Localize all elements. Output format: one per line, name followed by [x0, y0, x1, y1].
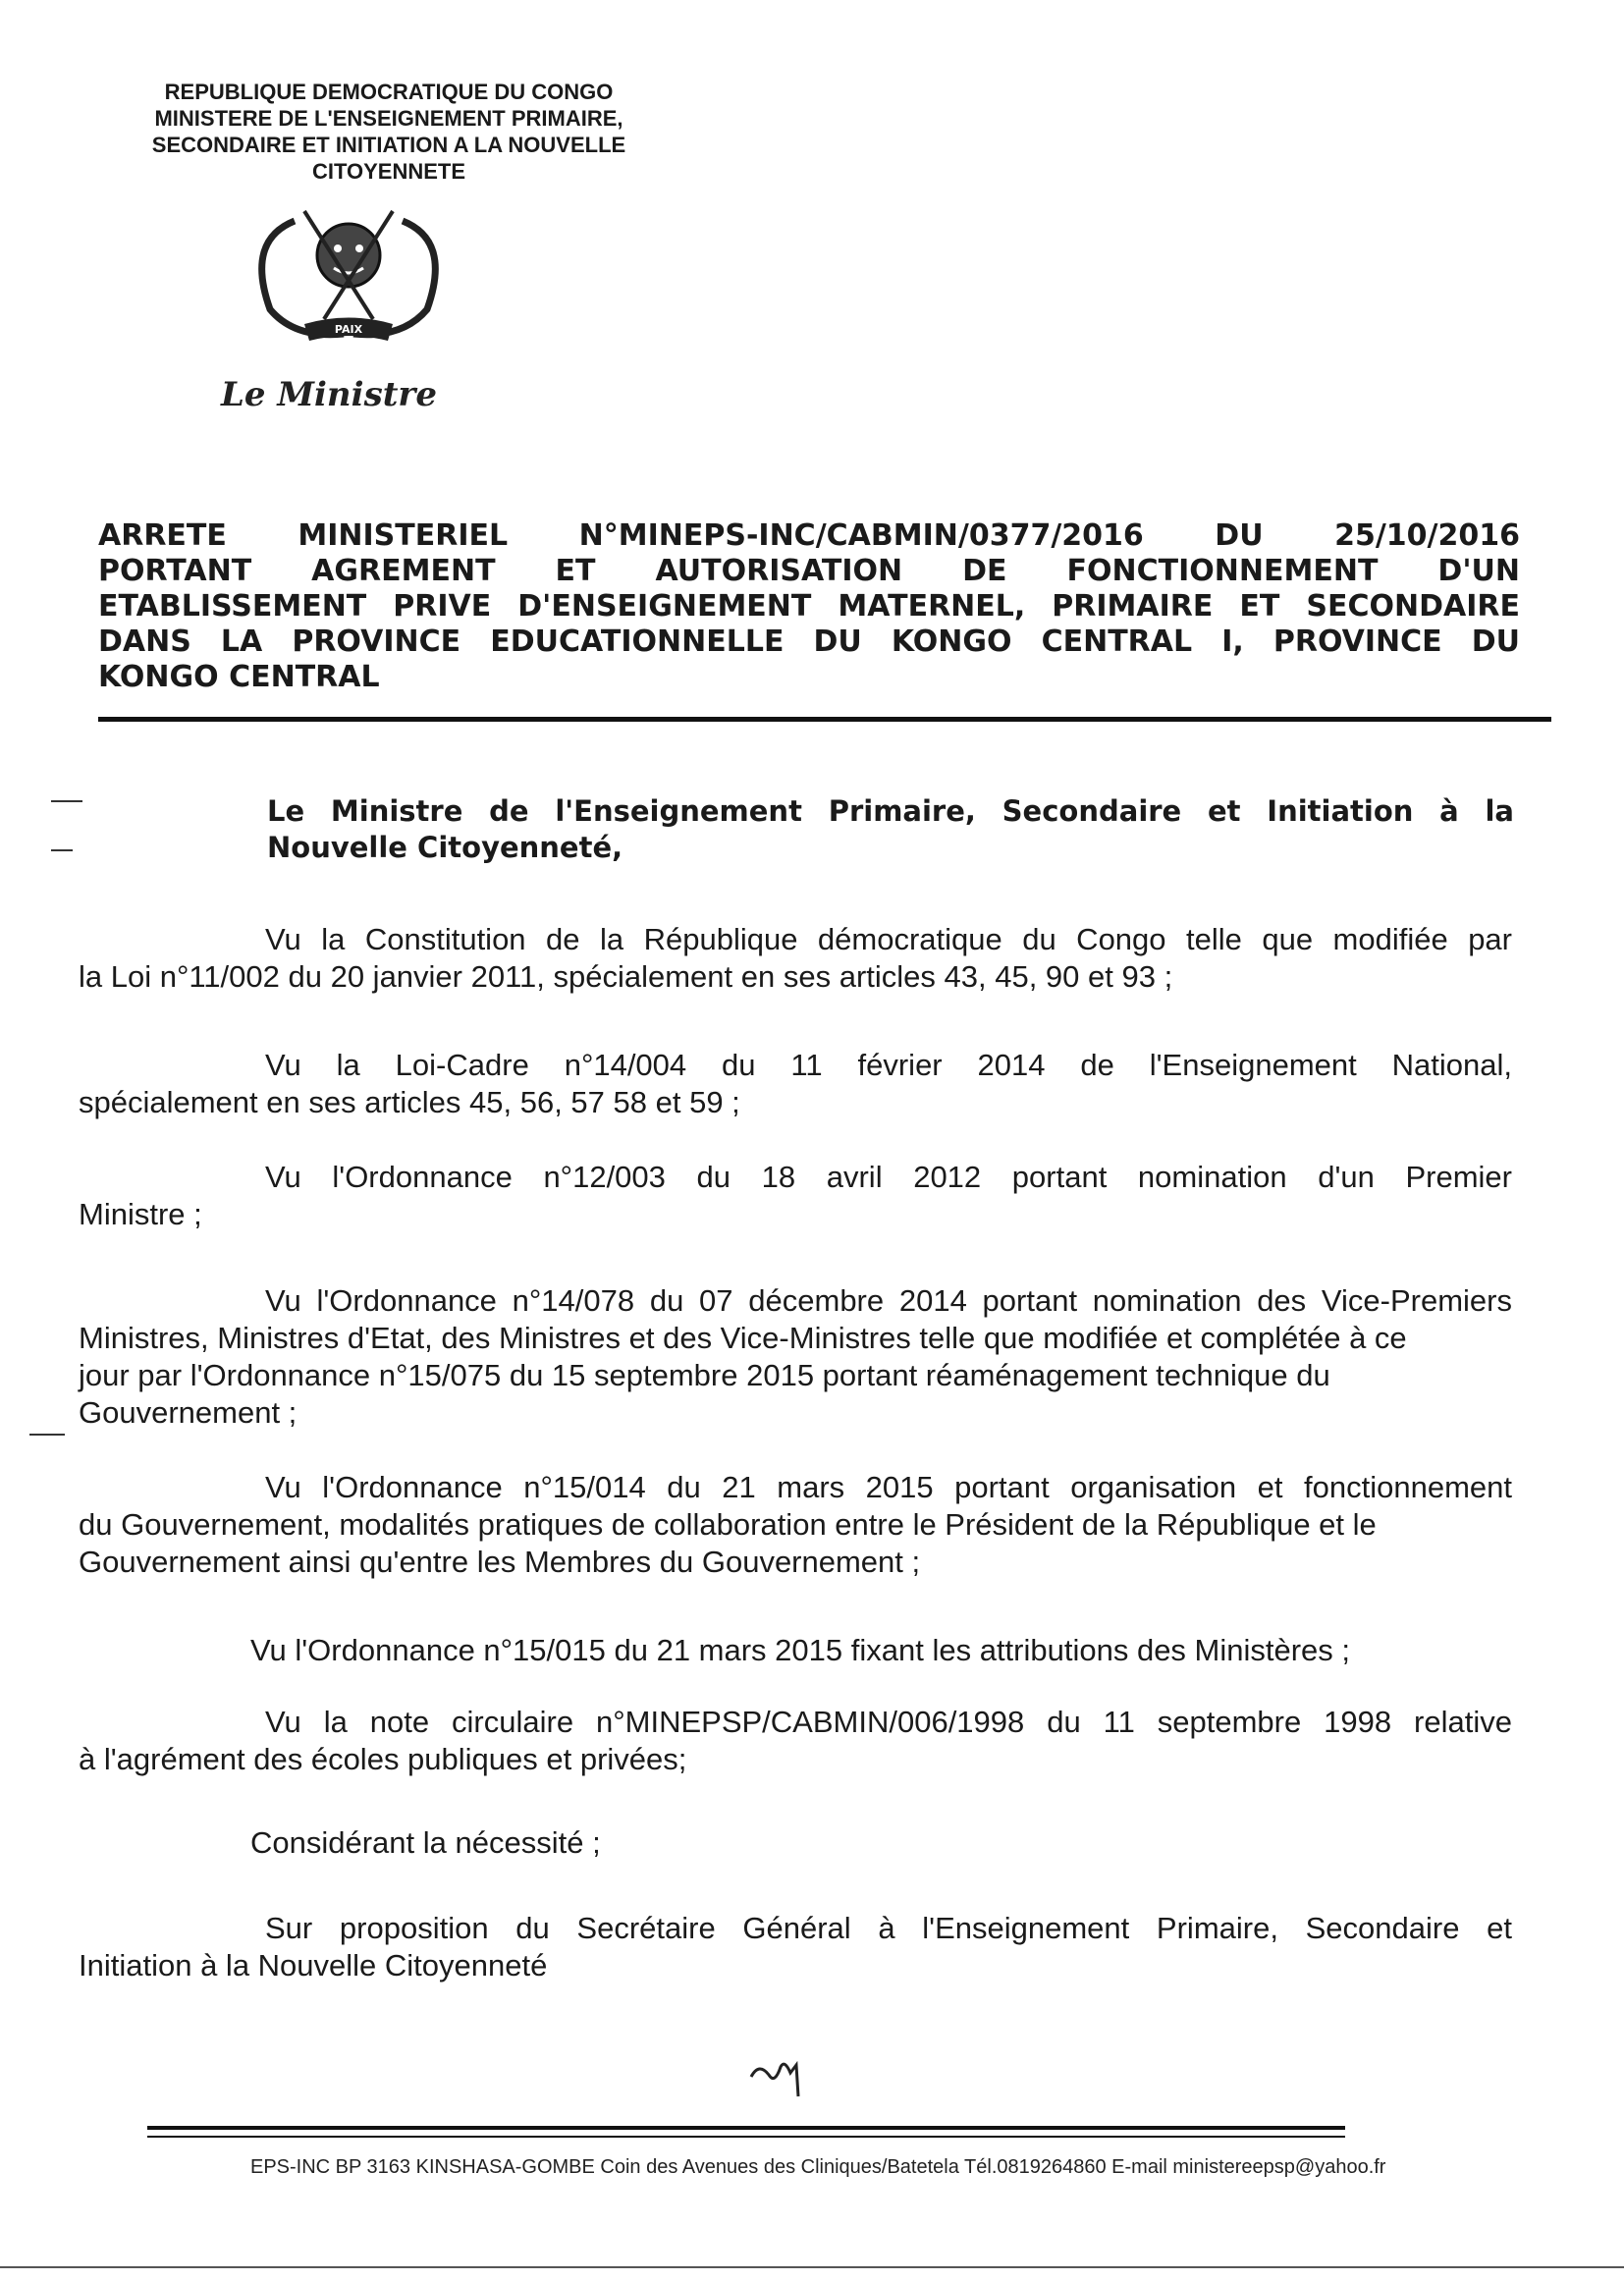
paragraph-line: du Gouvernement, modalités pratiques de collaboration entre le Président de la République et le	[79, 1507, 1377, 1542]
paragraph-line: Initiation à la Nouvelle Citoyenneté	[79, 1948, 548, 1982]
footer-divider-thin	[147, 2136, 1345, 2138]
considerant-note-circulaire	[79, 1704, 1512, 1778]
margin-mark	[51, 800, 82, 802]
paragraph-line: Gouvernement ;	[79, 1395, 298, 1430]
header-line-citizenship: CITOYENNETE	[311, 159, 466, 184]
paragraph-first-line: Vu la note circulaire n°MINEPSP/CABMIN/006/1998 du 11 septembre 1998 relative	[265, 1705, 1512, 1739]
minister-heading	[267, 793, 1514, 866]
considerant-necessite	[79, 1824, 1512, 1862]
handwritten-initials	[741, 2037, 820, 2106]
paragraph-first-line: Sur proposition du Secrétaire Général à l'Enseignement Primaire, Secondaire et	[265, 1911, 1512, 1945]
paragraph-line: Considérant la nécessité ;	[250, 1825, 601, 1860]
paragraph-line: la Loi n°11/002 du 20 janvier 2011, spécialement en ses articles 43, 45, 90 et 93 ;	[79, 959, 1173, 994]
header-line-country: REPUBLIQUE DEMOCRATIQUE DU CONGO	[164, 80, 614, 104]
decree-title-line: ARRETE MINISTERIEL N°MINEPS-INC/CABMIN/0377/2016 DU 25/10/2016	[98, 518, 1520, 553]
decree-title-line: ETABLISSEMENT PRIVE D'ENSEIGNEMENT MATERNEL, PRIMAIRE ET SECONDAIRE	[98, 589, 1520, 624]
paragraph-first-line: Vu la Constitution de la République démocratique du Congo telle que modifiée par	[265, 922, 1512, 956]
minister-title: Le Ministre	[221, 375, 437, 414]
page-bottom-edge	[0, 2266, 1624, 2268]
paragraph-first-line: Vu l'Ordonnance n°14/078 du 07 décembre 2014 portant nomination des Vice-Premiers	[265, 1283, 1512, 1318]
paragraph-first-line: Vu l'Ordonnance n°15/014 du 21 mars 2015 portant organisation et fonctionnement	[265, 1470, 1512, 1504]
decree-title	[98, 518, 1520, 695]
footer-contact: EPS-INC BP 3163 KINSHASA-GOMBE Coin des Avenues des Cliniques/Batetela Tél.0819264860 E-mail ministereepsp@yahoo.fr	[250, 2156, 1386, 2178]
considerant-ordonnance-14-078	[79, 1282, 1512, 1432]
minister-heading-line: Le Ministre de l'Enseignement Primaire, Secondaire et Initiation à la	[267, 794, 1514, 828]
considerant-proposition	[79, 1910, 1512, 1984]
paragraph-line: Gouvernement ainsi qu'entre les Membres du Gouvernement ;	[79, 1545, 921, 1579]
paragraph-line: spécialement en ses articles 45, 56, 57 58 et 59 ;	[79, 1085, 740, 1119]
decree-title-line: KONGO CENTRAL	[98, 660, 380, 694]
ministry-header	[104, 79, 674, 185]
paragraph-line: jour par l'Ordonnance n°15/075 du 15 septembre 2015 portant réaménagement technique du	[79, 1358, 1330, 1392]
header-line-ministry: MINISTERE DE L'ENSEIGNEMENT PRIMAIRE,	[154, 106, 623, 131]
paragraph-first-line: Vu la Loi-Cadre n°14/004 du 11 février 2014 de l'Enseignement National,	[265, 1048, 1512, 1082]
paragraph-line: Ministre ;	[79, 1197, 202, 1231]
paragraph-line: Ministres, Ministres d'Etat, des Ministres et des Vice-Ministres telle que modifiée et complétée à ce	[79, 1321, 1407, 1355]
coat-of-arms-emblem	[236, 201, 461, 358]
decree-title-line: PORTANT AGREMENT ET AUTORISATION DE FONCTIONNEMENT D'UN	[98, 554, 1520, 588]
footer-divider	[147, 2126, 1345, 2130]
margin-mark	[51, 849, 73, 851]
considerant-ordonnance-15-015	[79, 1632, 1512, 1669]
header-line-ministry-cont: SECONDAIRE ET INITIATION A LA NOUVELLE	[151, 133, 626, 157]
considerant-ordonnance-15-014	[79, 1469, 1512, 1581]
margin-mark	[29, 1434, 65, 1436]
paragraph-first-line: Vu l'Ordonnance n°12/003 du 18 avril 2012 portant nomination d'un Premier	[265, 1160, 1512, 1194]
considerant-constitution	[79, 921, 1512, 996]
decree-title-line: DANS LA PROVINCE EDUCATIONNELLE DU KONGO CENTRAL I, PROVINCE DU	[98, 625, 1520, 659]
paragraph-line: à l'agrément des écoles publiques et privées;	[79, 1742, 687, 1776]
considerant-loi-cadre	[79, 1047, 1512, 1121]
paragraph-line: Vu l'Ordonnance n°15/015 du 21 mars 2015 fixant les attributions des Ministères ;	[250, 1633, 1351, 1667]
minister-heading-line: Nouvelle Citoyenneté,	[267, 831, 623, 864]
title-divider	[98, 717, 1551, 722]
emblem-motto: PAIX	[334, 323, 363, 336]
considerant-ordonnance-12-003	[79, 1159, 1512, 1233]
